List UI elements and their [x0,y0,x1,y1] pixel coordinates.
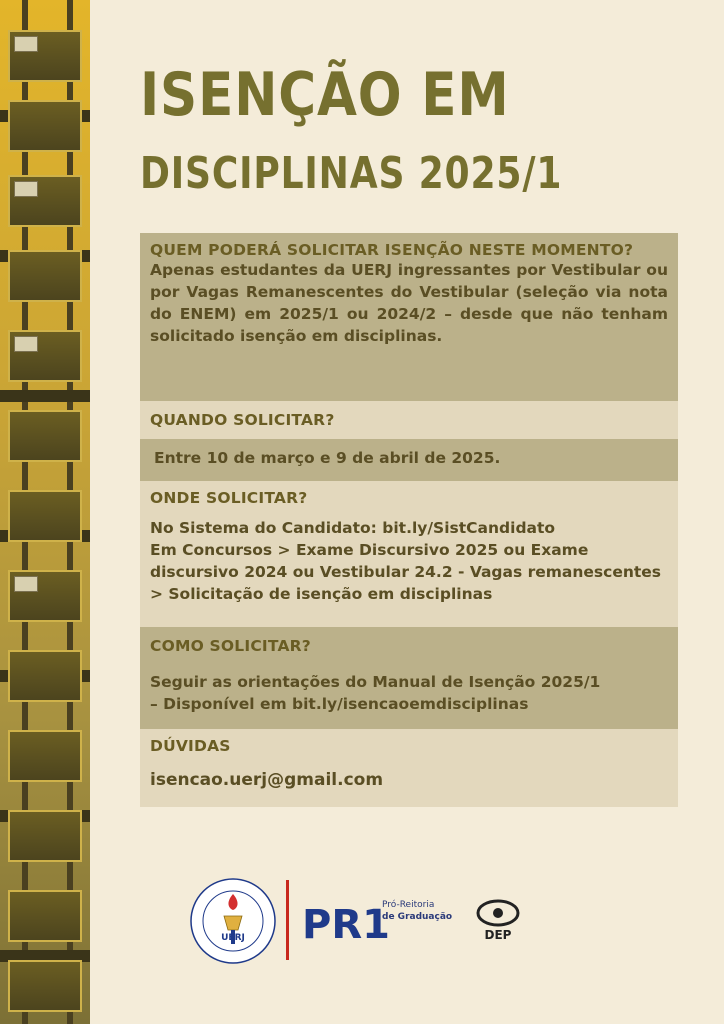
section-where-heading: ONDE SOLICITAR? [150,489,308,507]
section-who [140,233,678,401]
pr1-logo [300,896,390,948]
section-where-line: Em Concursos > Exame Discursivo 2025 ou Exame [150,541,589,559]
window [8,410,82,462]
pr-name-line2: de Graduação [382,912,453,922]
section-who-heading: QUEM PODERÁ SOLICITAR ISENÇÃO NESTE MOMENTO? [150,241,634,259]
window [8,650,82,702]
svg-text:DEP: DEP [484,928,512,942]
window [8,250,82,302]
section-how-header [140,627,678,663]
section-who-body: Apenas estudantes da UERJ ingressantes por Vestibular ou por Vagas Remanescentes do Vestibular (seleção via nota do ENEM) em 2025/1 ou 2024/2 – desde que não tenham solicitado isenção em disciplinas. [150,261,668,345]
page-title: ISENÇÃO EM [140,60,510,130]
window [8,100,82,152]
logo-divider [286,880,289,960]
section-where-header [140,481,678,517]
section-how-line: Seguir as orientações do Manual de Isenção 2025/1 [150,673,601,691]
section-where-line: No Sistema do Candidato: bit.ly/SistCandidato [150,519,556,537]
air-conditioner [14,36,38,52]
section-how-content [140,663,678,729]
window [8,960,82,1012]
section-when-heading: QUANDO SOLICITAR? [150,411,335,429]
window [8,890,82,942]
uerj-logo [188,876,278,966]
section-when-body: Entre 10 de março e 9 de abril de 2025. [154,449,501,467]
section-doubts-header [140,729,678,765]
section-where-content [140,517,678,627]
svg-text:PR1: PR1 [302,902,390,948]
section-when-content [140,439,678,481]
section-where-line: discursivo 2024 ou Vestibular 24.2 - Vagas remanescentes [150,563,662,581]
pr-name-line1: Pró-Reitoria [382,900,435,910]
window [8,490,82,542]
contact-email: isencao.uerj@gmail.com [150,770,384,790]
window [8,810,82,862]
svg-text:UERJ: UERJ [221,933,245,943]
window [8,570,82,622]
section-doubts-content [140,765,678,807]
window [8,30,82,82]
window [8,330,82,382]
section-how-line: – Disponível em bit.ly/isencaoemdisciplinas [150,695,529,713]
window [8,730,82,782]
window [8,175,82,227]
air-conditioner [14,181,38,197]
dep-logo [470,895,526,955]
section-when-header [140,401,678,439]
section-where-line: > Solicitação de isenção em disciplinas [150,585,493,603]
building-photo [0,0,90,1024]
section-how-heading: COMO SOLICITAR? [150,637,311,655]
section-doubts-heading: DÚVIDAS [150,737,231,755]
page-subtitle: DISCIPLINAS 2025/1 [140,148,563,199]
air-conditioner [14,336,38,352]
air-conditioner [14,576,38,592]
